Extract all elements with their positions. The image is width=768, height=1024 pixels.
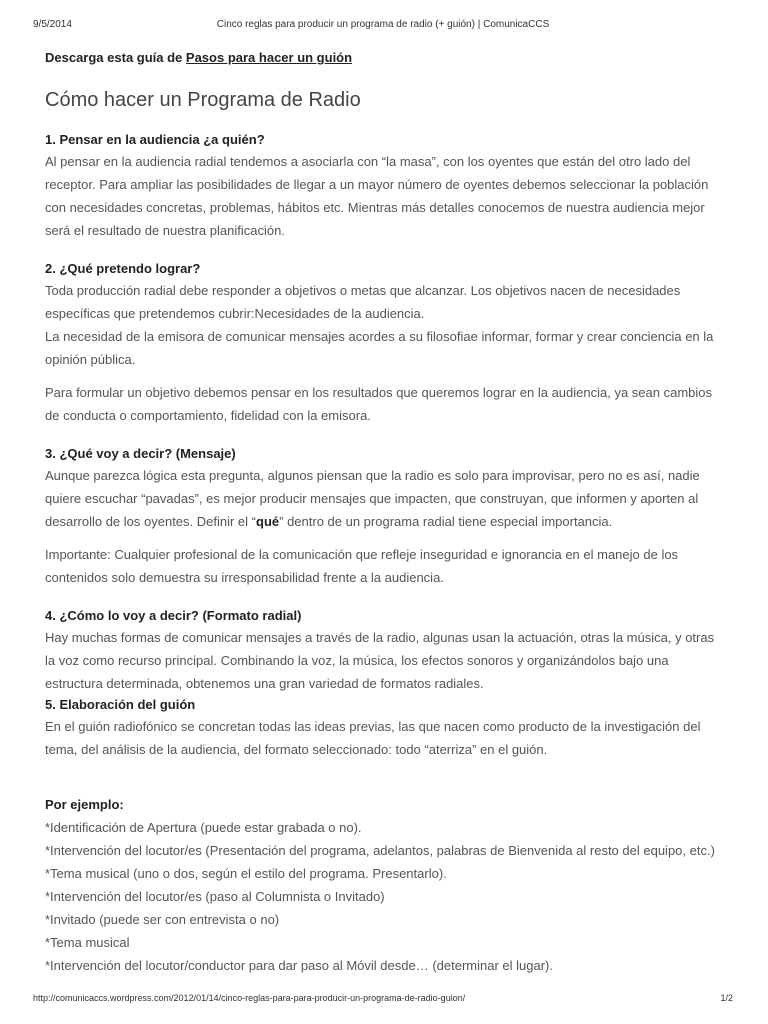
paragraph — [45, 464, 725, 533]
section-heading: 1. Pensar en la audiencia ¿a quién? — [45, 132, 265, 147]
article-content — [45, 49, 725, 977]
section-message — [45, 444, 725, 589]
paragraph: Al pensar en la audiencia radial tendemos a asociarla con “la masa”, con los oyentes que están del otro lado del receptor. Para ampliar las posibilidades de llegar a un mayor número de oyentes debemos seleccionar la población con necesidades concretas, problemas, hábitos etc. Mientras más detalles conocemos de nuestra audiencia mejor será el resultado de nuestra planificación. — [45, 154, 709, 238]
page-number: 1/2 — [720, 993, 733, 1003]
print-url: http://comunicaccs.wordpress.com/2012/01/14/cinco-reglas-para-para-producir-un-programa-de-radio-guion/ — [33, 993, 466, 1003]
print-page-title: Cinco reglas para producir un programa de radio (+ guión) | ComunicaCCS — [216, 19, 550, 30]
list-item: *Intervención del locutor/es (Presentación del programa, adelantos, palabras de Bienvenida al resto del equipo, etc.) — [45, 843, 715, 858]
section-heading: 2. ¿Qué pretendo lograr? — [45, 261, 201, 276]
list-item: *Invitado (puede ser con entrevista o no) — [45, 912, 280, 927]
section-heading: 3. ¿Qué voy a decir? (Mensaje) — [45, 446, 236, 461]
section-script — [45, 695, 725, 761]
section-audience — [45, 130, 725, 242]
paragraph: Importante: Cualquier profesional de la comunicación que refleje inseguridad e ignorancia en el manejo de los contenidos solo demuestra su irresponsabilidad frente a la audiencia. — [45, 547, 679, 585]
section-goals — [45, 259, 725, 427]
paragraph: Hay muchas formas de comunicar mensajes a través de la radio, algunas usan la actuación, otras la música, y otras la voz como recurso principal. Combinando la voz, la música, los efectos sonoros y organizándolos bajo una estructura determinada, obtenemos una gran variedad de formatos radiales. — [45, 630, 715, 691]
paragraph: Toda producción radial debe responder a objetivos o metas que alcanzar. Los objetivos nacen de necesidades específicas que pretendemos cubrir:Necesidades de la audiencia. — [45, 283, 681, 321]
example-block — [45, 794, 725, 977]
list-item: *Tema musical — [45, 935, 130, 950]
list-item: *Tema musical (uno o dos, según el estilo del programa. Presentarlo). — [45, 866, 447, 881]
paragraph-text: ” dentro de un programa radial tiene especial importancia. — [279, 514, 613, 529]
print-date: 9/5/2014 — [33, 19, 72, 30]
download-prefix: Descarga esta guía de — [45, 50, 186, 65]
list-item: *Intervención del locutor/es (paso al Columnista o Invitado) — [45, 889, 385, 904]
download-line — [45, 49, 725, 67]
paragraph: Para formular un objetivo debemos pensar en los resultados que queremos lograr en la audiencia, ya sean cambios de conducta o comportamiento, fidelidad con la emisora. — [45, 385, 712, 423]
section-format — [45, 606, 725, 695]
example-list — [45, 816, 725, 977]
section-heading: 4. ¿Cómo lo voy a decir? (Formato radial) — [45, 608, 302, 623]
paragraph: En el guión radiofónico se concretan todas las ideas previas, las que nacen como producto de la investigación del tema, del análisis de la audiencia, del formato seleccionado: todo “aterriza” en el guión. — [45, 719, 701, 757]
print-header — [33, 19, 733, 33]
download-guide-link[interactable]: Pasos para hacer un guión — [185, 50, 353, 65]
bold-word: qué — [256, 514, 280, 529]
article-title: Cómo hacer un Programa de Radio — [45, 89, 361, 111]
list-item: *Intervención del locutor/conductor para dar paso al Móvil desde… (determinar el lugar). — [45, 958, 553, 973]
list-item: *Identificación de Apertura (puede estar grabada o no). — [45, 820, 362, 835]
paragraph-text: Aunque parezca lógica esta pregunta, algunos piensan que la radio es solo para improvisar, pero no es así, nadie quiere escuchar “pavadas”, es mejor producir mensajes que impacten, que construyan, que informen y aporten al desarrollo de los oyentes. Definir el “ — [45, 468, 700, 529]
paragraph: La necesidad de la emisora de comunicar mensajes acordes a su filosofiae informar, formar y crear conciencia en la opinión pública. — [45, 329, 714, 367]
section-heading: 5. Elaboración del guión — [45, 697, 196, 712]
example-heading: Por ejemplo: — [45, 797, 124, 812]
print-footer — [33, 993, 733, 1007]
